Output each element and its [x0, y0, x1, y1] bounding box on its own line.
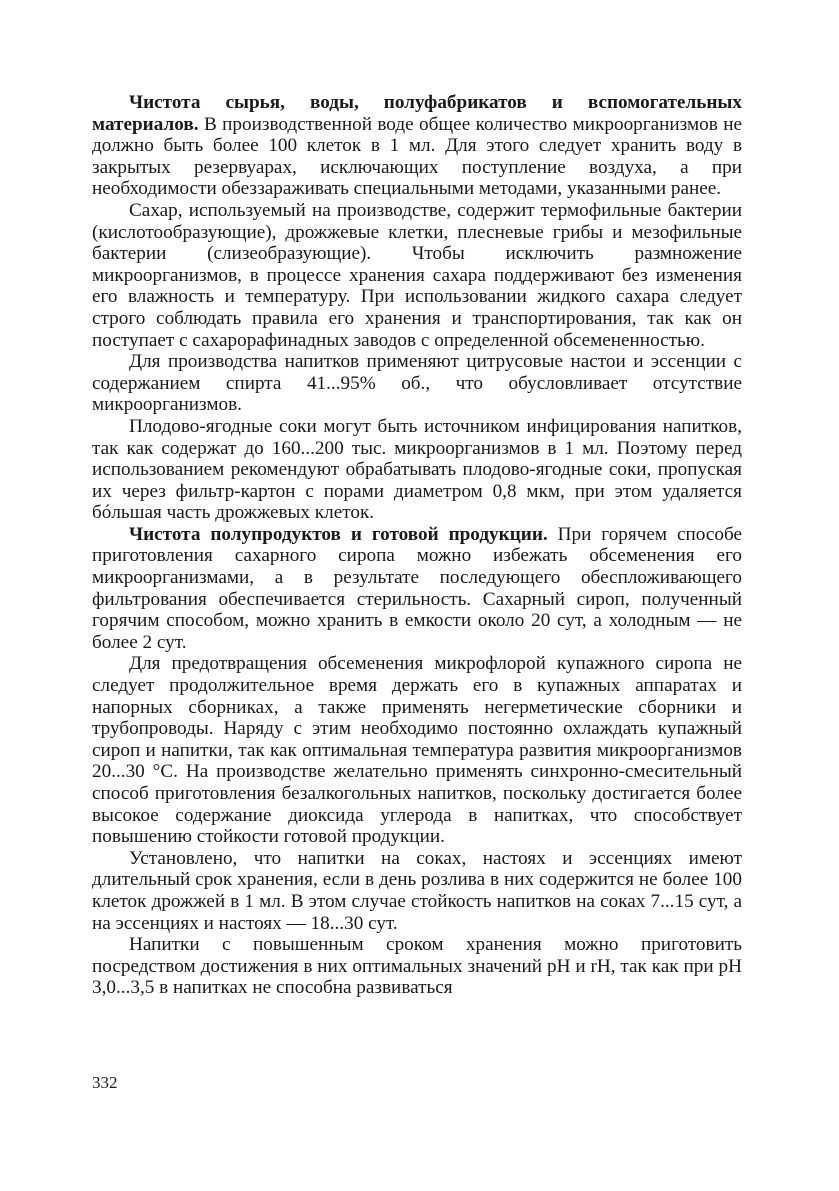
page-body: [92, 92, 742, 999]
paragraph-text: Для предотвращения обсеменения микрофлорой купажного сиропа не следует продолжительное время держать его в купажных аппаратах и напорных сборниках, а также применять негерметичеcкие сборники и трубопроводы. Наряду с этим необходимо постоянно охлаждать купажный сироп и напитки, так как оптимальная температура развития микроорганизмов 20...30 °С. На производстве желательно применять синхронно-смесительный способ приготовления безалкогольных напитков, поскольку достигается более высокое содержание диоксида углерода в напитках, что способствует повышению стойкости готовой продукции.: [92, 653, 742, 848]
paragraph-heading: Чистота сырья, воды, полуфабрикатов и вспомогательных материалов.: [92, 92, 742, 135]
paragraph-fruit-juices: [92, 416, 742, 524]
paragraph-shelf-life: [92, 848, 742, 934]
paragraph-text: При горячем способе приготовления сахарного сиропа можно избежать обсеменения его микроорганизмами, а в результате последующего обеспложивающего фильтрования обеспечивается стерильность. Сахарный сироп, полученный горячим способом, можно хранить в емкости около 20 сут, а холодным — не более 2 сут.: [92, 523, 742, 653]
paragraph-heading: Чистота полупродуктов и готовой продукции.: [129, 523, 548, 545]
paragraph-ph-rh: [92, 934, 742, 999]
paragraph-sugar: [92, 200, 742, 351]
paragraph-text: Напитки с повышенным сроком хранения можно приготовить посредством достижения в них оптимальных значений рН и rН, так как при рН 3,0...3,5 в напитках не способна развиваться: [92, 934, 742, 999]
paragraph-intermediate-products-purity: [92, 524, 742, 654]
paragraph-text: Сахар, используемый на производстве, содержит термофильные бактерии (кислотообразующие), дрожжевые клетки, плесневые грибы и мезофильные бактерии (слизеобразующие). Чтобы исключить размножение микроорганизмов, в процессе хранения сахара поддерживают без изменения его влажность и температуру. При использовании жидкого сахара следует строго соблюдать правила его хранения и транспортирования, так как он поступает с сахарорафинадных заводов с определенной обсемененностью.: [92, 199, 742, 351]
paragraph-citrus-infusions: [92, 351, 742, 416]
paragraph-text: Для производства напитков применяют цитрусовые настои и эссенции с содержанием спирта 41...95% об., что обусловливает отсутствие микроорганизмов.: [92, 351, 742, 416]
paragraph-text: Установлено, что напитки на соках, настоях и эссенциях имеют длительный срок хранения, если в день розлива в них содержится не более 100 клеток дрожжей в 1 мл. В этом случае стойкость напитков на соках 7...15 сут, а на эссенциях и настоях — 18...30 сут.: [92, 847, 742, 934]
page-number: 332: [92, 1073, 118, 1092]
paragraph-blend-syrup: [92, 653, 742, 847]
paragraph-raw-materials-purity: [92, 92, 742, 200]
paragraph-text: В производственной воде общее количество микроорганизмов не должно быть более 100 клеток в 1 мл. Для этого следует хранить воду в закрытых резервуарах, исключающих поступление воздуха, а при необходимости обеззараживать специальными методами, указанными ранее.: [92, 113, 742, 200]
paragraph-text: Плодово-ягодные соки могут быть источником инфицирования напитков, так как содержат до 160...200 тыс. микроорганизмов в 1 мл. Поэтому перед использованием рекомендуют обрабатывать плодово-ягодные соки, пропуская их через фильтр-картон с порами диаметром 0,8 мкм, при этом удаляется бóльшая часть дрожжевых клеток.: [92, 415, 742, 524]
